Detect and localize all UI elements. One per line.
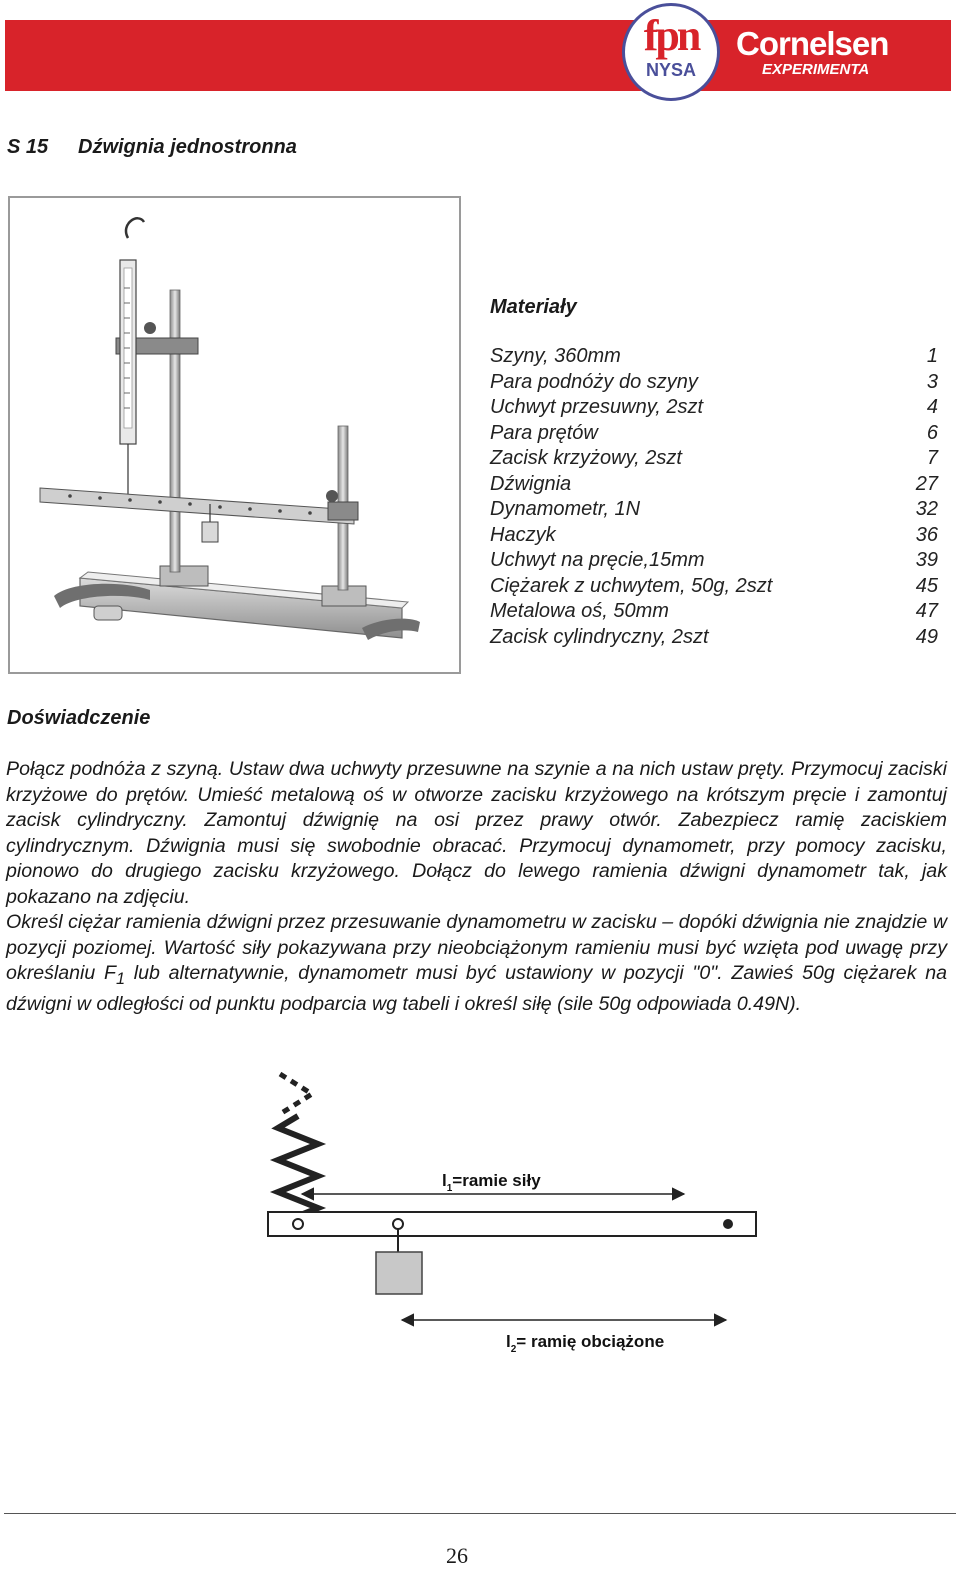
l1-symbol: l xyxy=(442,1171,447,1190)
l2-subscript: 2 xyxy=(510,1344,517,1355)
footer-divider xyxy=(4,1513,956,1514)
experiment-paragraph-1: Połącz podnóża z szyną. Ustaw dwa uchwyty przesuwne na szynie a na nich ustaw pręty. Przymocuj zaciski krzyżowe do prętów. Umieść metalową oś w otworze zacisku krzyżowego na krótszym pręcie i zamontuj zacisk cylindryczny. Zamontuj dźwignię na osi przez prawy otwór. Zabezpiecz ramię zaciskiem cylindrycznym. Dźwignia musi się swobodnie obracać. Przymocuj dynamometr, przy pomocy zacisku, pionowo do drugiego zacisku krzyżowego. Dołącz do lewego ramienia dźwigni dynamometr tak, jak pokazano na zdjęciu. xyxy=(6,758,947,908)
weight-block-icon xyxy=(376,1252,422,1294)
material-number: 7 xyxy=(926,447,938,469)
material-number: 45 xyxy=(915,574,938,597)
list-item xyxy=(490,344,938,370)
list-item xyxy=(490,446,938,472)
list-item xyxy=(490,421,938,447)
list-item xyxy=(490,574,938,600)
l2-symbol: l xyxy=(506,1332,511,1351)
apparatus-photo xyxy=(8,196,461,674)
list-item xyxy=(490,599,938,625)
experimenta-logo-text: EXPERIMENTA xyxy=(762,61,870,78)
material-name: Ciężarek z uchwytem, 50g, 2szt xyxy=(490,574,773,597)
material-number: 1 xyxy=(926,345,938,367)
list-item xyxy=(490,523,938,549)
l1-subscript: 1 xyxy=(446,1183,453,1194)
material-name: Para podnóży do szyny xyxy=(490,370,698,393)
material-number: 6 xyxy=(926,421,938,444)
l2-text: = ramię obciążone xyxy=(516,1332,665,1351)
spring-icon xyxy=(278,1116,318,1218)
section-title: Dźwignia jednostronna xyxy=(78,136,297,158)
material-name: Uchwyt przesuwny, 2szt xyxy=(490,396,704,418)
apparatus-illustration xyxy=(10,198,459,672)
logo-fpn-text: fpn xyxy=(643,11,699,60)
material-number: 47 xyxy=(915,600,938,622)
weight-pivot-icon xyxy=(393,1219,403,1229)
fpn-nysa-logo xyxy=(622,3,720,101)
spring-hook-icon xyxy=(280,1074,312,1114)
material-name: Haczyk xyxy=(490,523,556,546)
list-item xyxy=(490,497,938,523)
fulcrum-icon xyxy=(723,1219,733,1229)
material-name: Dźwignia xyxy=(490,472,572,495)
l2-label xyxy=(506,1332,664,1355)
experiment-text xyxy=(6,757,947,1018)
cornelsen-logo xyxy=(736,26,926,78)
materials-list xyxy=(490,344,938,650)
material-name: Szyny, 360mm xyxy=(490,345,621,367)
section-code: S 15 xyxy=(7,136,49,158)
material-name: Zacisk cylindryczny, 2szt xyxy=(490,625,709,648)
force-subscript: 1 xyxy=(116,969,126,988)
page-number: 26 xyxy=(446,1543,468,1568)
material-number: 3 xyxy=(926,370,938,393)
cornelsen-logo-text: Cornelsen xyxy=(736,25,889,62)
logo-nysa-text: NYSA xyxy=(645,60,696,80)
material-number: 36 xyxy=(915,523,938,546)
list-item xyxy=(490,625,938,651)
material-number: 4 xyxy=(926,396,938,418)
list-item xyxy=(490,548,938,574)
material-number: 39 xyxy=(915,549,938,571)
spring-pivot-icon xyxy=(293,1219,303,1229)
lever-diagram xyxy=(262,1066,762,1366)
material-name: Para prętów xyxy=(490,421,598,444)
lever-bar xyxy=(268,1212,756,1236)
material-number: 27 xyxy=(915,472,938,495)
material-name: Dynamometr, 1N xyxy=(490,498,641,520)
l1-label xyxy=(442,1171,541,1194)
material-number: 49 xyxy=(915,625,938,648)
material-name: Zacisk krzyżowy, 2szt xyxy=(490,447,682,469)
material-number: 32 xyxy=(915,498,938,520)
list-item xyxy=(490,370,938,396)
paragraph-2-part-b: lub alternatywnie, dynamometr musi być ustawiony w pozycji "0". Zawieś 50g ciężarek na dźwigni w odległości od punktu podparcia wg tabeli i określ siłę (sile 50g odpowiada 0.49N). xyxy=(6,962,947,1016)
list-item xyxy=(490,472,938,498)
paragraph-2-part-a: Określ ciężar ramienia dźwigni przez przesuwanie dynamometru w zacisku – dopóki dźwignia nie znajdzie w pozycji poziomej. Wartość siły pokazywana przy nieobciążonym ramieniu musi być wzięta pod uwagę przy określaniu F xyxy=(6,911,947,984)
material-name: Uchwyt na pręcie,15mm xyxy=(490,549,705,571)
experiment-paragraph-2 xyxy=(6,910,947,1018)
material-name: Metalowa oś, 50mm xyxy=(490,600,669,622)
list-item xyxy=(490,395,938,421)
materials-heading: Materiały xyxy=(490,296,577,318)
l1-text: =ramie siły xyxy=(452,1171,541,1190)
experiment-heading: Doświadczenie xyxy=(7,707,151,729)
